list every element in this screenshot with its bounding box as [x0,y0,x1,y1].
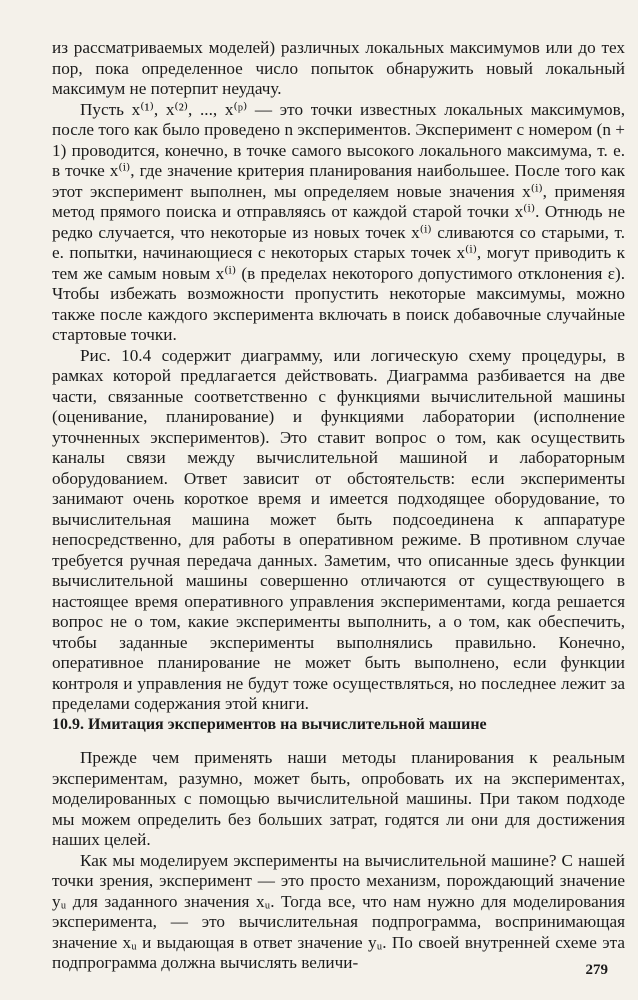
paragraph-1: из рассматриваемых моделей) различных локальных максимумов или до тех пор, пока определенное число попыток обнаружить новый локальный максимум не потерпит неудачу. [52,38,625,98]
page-number: 279 [585,962,608,978]
paragraph-2: Пусть x⁽¹⁾, x⁽²⁾, ..., x⁽ᵖ⁾ — это точки известных локальных максимумов, после того как было проведено n экспериментов. Эксперимент с номером (n + 1) проводится, конечно, в точке самого высокого локального максимума, т. е. в точке x⁽ⁱ⁾, где значение критерия планирования наибольшее. После того как этот эксперимент выполнен, мы определяем новые значения x⁽ⁱ⁾, применяя метод прямого поиска и отправляясь от каждой старой точки x⁽ⁱ⁾. Отнюдь не редко случается, что некоторые из новых точек x⁽ⁱ⁾ сливаются со старыми, т. е. попытки, начинающиеся с некоторых старых точек x⁽ⁱ⁾, могут приводить к тем же самым новым x⁽ⁱ⁾ (в пределах некоторого допустимого отклонения ε). Чтобы избежать возможности пропустить некоторые максимумы, можно также после каждого эксперимента включать в поиск добавочные случайные стартовые точки. [52,99,625,344]
paragraph-3: Рис. 10.4 содержит диаграмму, или логическую схему процедуры, в рамках которой предлагается действовать. Диаграмма разбивается на две части, связанные соответственно с функциями вычислительной машины (оценивание, планирование) и функциями лаборатории (исполнение уточненных экспериментов). Это ставит вопрос о том, как осуществить каналы связи между вычислительной машиной и лабораторным оборудованием. Ответ зависит от обстоятельств: если эксперименты занимают очень короткое время и имеется подходящее оборудование, то вычислительная машина может быть подсоединена к аппаратуре непосредственно, для работы в оперативном режиме. В противном случае требуется ручная передача данных. Заметим, что описанные здесь функции вычислительной машины совершенно отличаются от существующего в настоящее время оперативного управления экспериментами, когда решается вопрос не о том, какие эксперименты выполнить, а о том, как обеспечить, чтобы заданные эксперименты выполнялись правильно. Конечно, оперативное планирование не может быть выполнено, если функции контроля и управления не будут тоже осуществляться, но последнее лежит за пределами содержания этой книги. [52,345,625,713]
body-text-bottom [52,748,625,974]
paragraph-4: Прежде чем применять наши методы планирования к реальным экспериментам, разумно, может быть, опробовать их на экспериментах, моделированных с помощью вычислительной машины. При таком подходе мы можем определить без больших затрат, годятся ли они для достижения наших целей. [52,748,625,849]
section-heading: 10.9. Имитация экспериментов на вычислительной машине [52,716,487,733]
body-text-top [52,38,625,715]
paragraph-5: Как мы моделируем эксперименты на вычислительной машине? С нашей точки зрения, эксперимент — это просто механизм, порождающий значение yᵤ для заданного значения xᵤ. Тогда все, что нам нужно для моделирования эксперимента, — это вычислительная подпрограмма, воспринимающая значение xᵤ и выдающая в ответ значение yᵤ. По своей внутренней схеме эта подпрограмма должна вычислять величи- [52,850,625,972]
